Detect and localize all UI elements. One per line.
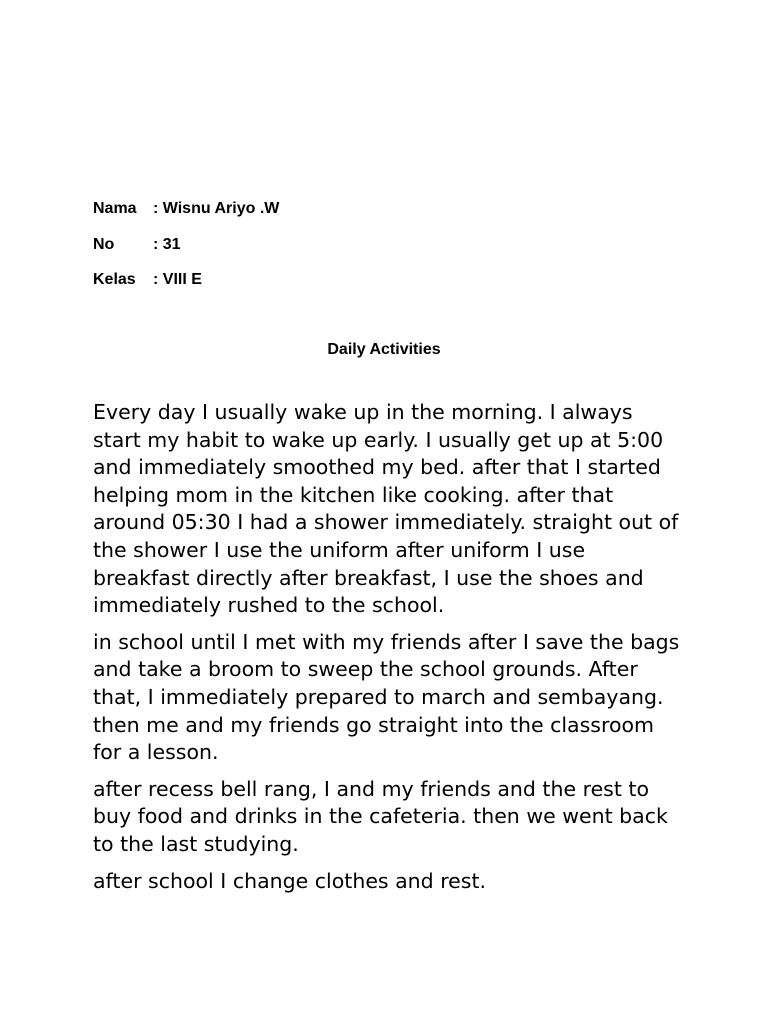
paragraph: Every day I usually wake up in the morning. I always start my habit to wake up early. I usually get up at 5:00 and immediately smoothed my bed. after that I started helping mom in the kitchen like cooking. after that around 05:30 I had a shower immediately. straight out of the shower I use the uniform after uniform I use breakfast directly after breakfast, I use the shoes and immediately rushed to the school. — [93, 400, 679, 618]
info-value-no: : 31 — [153, 235, 181, 253]
document-body — [93, 399, 683, 904]
student-info — [93, 199, 279, 306]
paragraph: after school I change clothes and rest. — [93, 868, 487, 893]
document-title: Daily Activities — [327, 341, 441, 358]
info-label-nama: Nama — [93, 200, 137, 217]
info-row-no — [93, 235, 279, 271]
info-row-nama — [93, 199, 279, 235]
info-label-kelas: Kelas — [93, 271, 136, 288]
paragraph: after recess bell rang, I and my friends and the rest to buy food and drinks in the cafeteria. then we went back to the last studying. — [93, 776, 668, 856]
info-value-kelas: : VIII E — [153, 271, 202, 288]
paragraph: in school until I met with my friends after I save the bags and take a broom to sweep the school grounds. After that, I immediately prepared to march and sembayang. then me and my friends go straight into the classroom for a lesson. — [93, 629, 680, 765]
info-value-nama: : Wisnu Ariyo .W — [153, 200, 280, 217]
info-row-kelas — [93, 270, 279, 306]
info-label-no: No — [93, 235, 115, 253]
